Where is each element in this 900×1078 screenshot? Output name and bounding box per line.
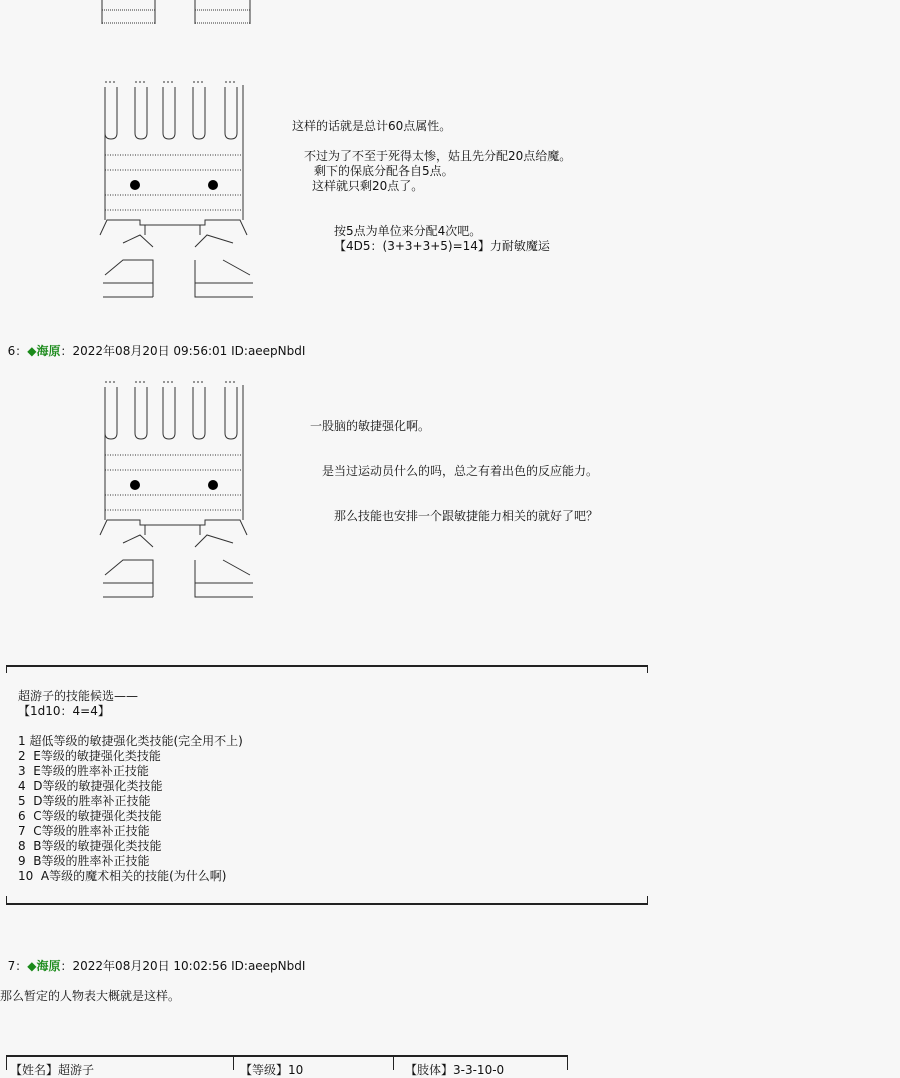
- table-cell-body: 【肢体】3-3-10-0: [405, 1063, 505, 1077]
- table-cell-level: 【等级】10: [240, 1063, 304, 1077]
- poster-name[interactable]: ◆海原: [27, 344, 61, 358]
- skill-item: 10 A等级的魔术相关的技能(为什么啊): [18, 869, 227, 883]
- skill-item: 7 C等级的胜率补正技能: [18, 824, 150, 838]
- post1-line-1: 这样的话就是总计60点属性。: [292, 119, 452, 133]
- skill-item: 2 E等级的敏捷强化类技能: [18, 749, 161, 763]
- skill-item: 8 B等级的敏捷强化类技能: [18, 839, 162, 853]
- post-number: 7：: [7, 959, 28, 973]
- post-meta: ：2022年08月20日 10:02:56 ID:aeepNbdI: [60, 959, 306, 973]
- post-header-6: [0, 329, 305, 359]
- post6-line-3: 那么技能也安排一个跟敏捷能力相关的就好了吧？: [334, 509, 599, 523]
- skill-box-roll: 【1d10：4=4】: [18, 704, 110, 718]
- post-meta: ：2022年08月20日 09:56:01 ID:aeepNbdI: [60, 344, 306, 358]
- skill-item: 9 B等级的胜率补正技能: [18, 854, 150, 868]
- post1-line-5: 按5点为单位来分配4次吧。: [334, 224, 482, 238]
- skill-box-title: 超游子的技能候选——: [18, 689, 139, 703]
- skill-item: 1 超低等级的敏捷强化类技能(完全用不上): [18, 734, 243, 748]
- skill-item: 6 C等级的敏捷强化类技能: [18, 809, 162, 823]
- skill-item: 5 D等级的胜率补正技能: [18, 794, 151, 808]
- post6-line-2: 是当过运动员什么的吗，总之有着出色的反应能力。: [322, 464, 599, 478]
- ascii-art-character: [95, 75, 260, 300]
- table-cell-name: 【姓名】超游子: [10, 1063, 95, 1077]
- post-number: 6：: [7, 344, 28, 358]
- skill-item: 3 E等级的胜率补正技能: [18, 764, 149, 778]
- post6-line-1: 一股脑的敏捷强化啊。: [310, 419, 431, 433]
- post-header-7: [0, 944, 305, 974]
- post7-text: 那么暂定的人物表大概就是这样。: [0, 989, 181, 1003]
- post1-line-4: 这样就只剩20点了。: [312, 179, 424, 193]
- post1-line-3: 剩下的保底分配各自5点。: [314, 164, 454, 178]
- ascii-art-character: [95, 375, 260, 600]
- post1-line-2: 不过为了不至于死得太惨，姑且先分配20点给魔。: [304, 149, 572, 163]
- poster-name[interactable]: ◆海原: [27, 959, 61, 973]
- skill-item: 4 D等级的敏捷强化类技能: [18, 779, 163, 793]
- ascii-art-fragment-top: [95, 0, 265, 30]
- post1-line-6: 【4D5：(3+3+3+5)=14】力耐敏魔运: [334, 239, 550, 253]
